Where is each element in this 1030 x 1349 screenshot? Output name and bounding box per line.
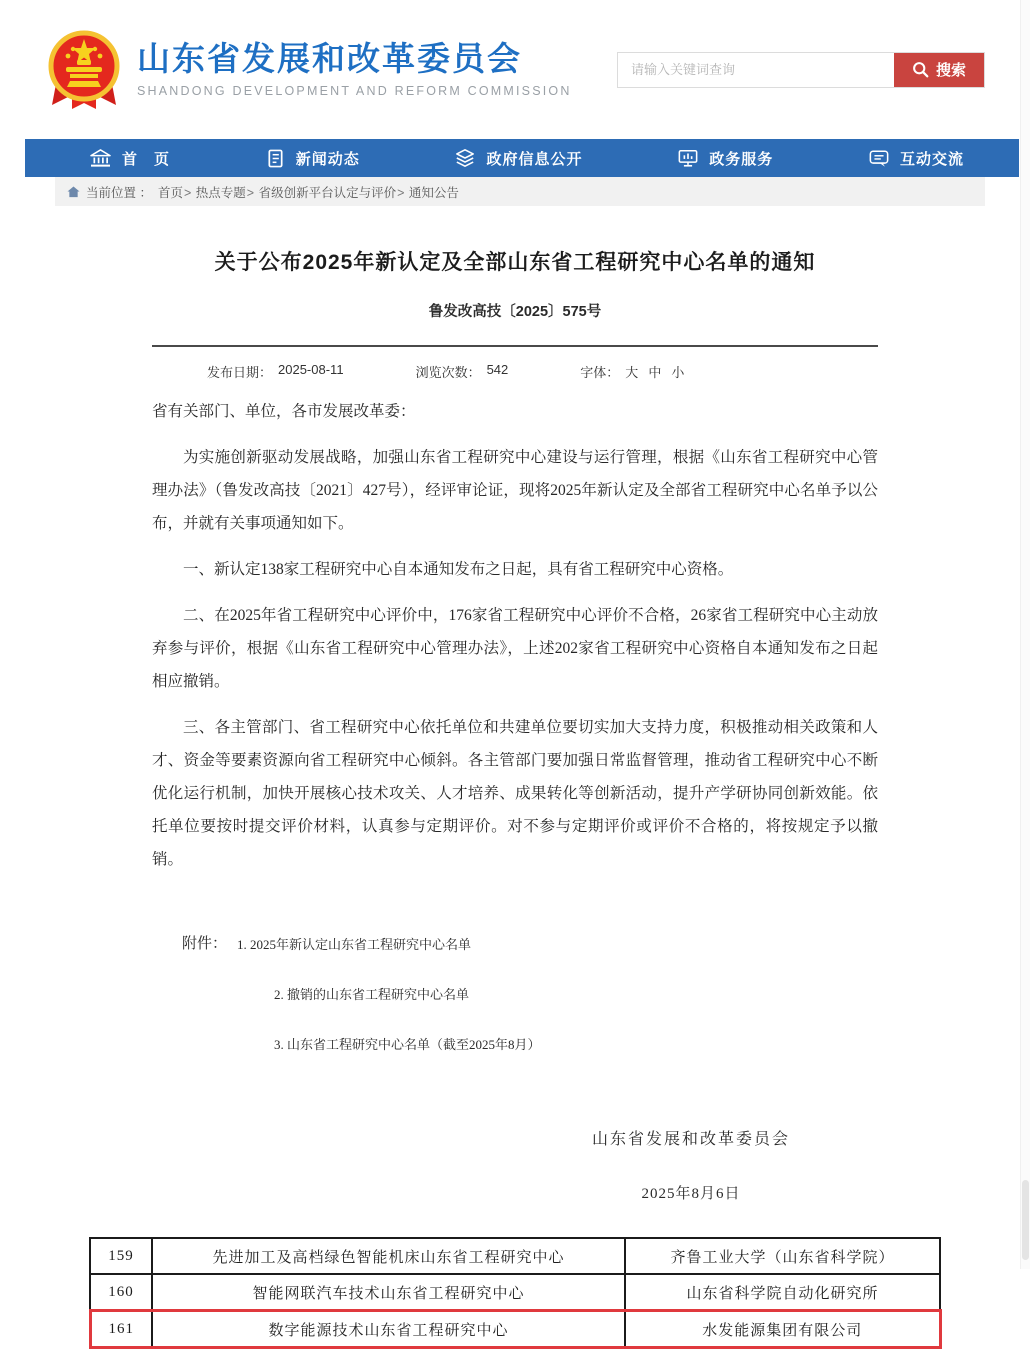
- main-nav: [25, 139, 1019, 177]
- row-number: 161: [90, 1311, 152, 1348]
- nav-item-home[interactable]: [90, 148, 170, 169]
- home-icon: [90, 149, 111, 168]
- nav-item-label: 政府信息公开: [486, 150, 583, 168]
- document-paragraph: 一、新认定138家工程研究中心自本通知发布之日起，具有省工程研究中心资格。: [183, 561, 734, 578]
- document-meta: [152, 362, 878, 381]
- center-name: 数字能源技术山东省工程研究中心: [152, 1311, 625, 1348]
- search-button-label: 搜索: [935, 62, 966, 79]
- document-salutation: 省有关部门、单位，各市发展改革委：: [152, 403, 416, 420]
- search-icon: [912, 61, 929, 78]
- publish-date-label: 发布日期：: [207, 365, 273, 380]
- view-count-value: 542: [486, 362, 509, 377]
- publish-date-value: 2025-08-11: [278, 362, 344, 377]
- signature-organization: 山东省发展和改革委员会: [591, 1131, 790, 1148]
- document-body: [152, 395, 878, 1211]
- breadcrumb-item[interactable]: 省级创新平台认定与评价: [258, 185, 397, 200]
- nav-item-label: 首 页: [122, 150, 171, 168]
- scrollbar-track[interactable]: [1020, 0, 1030, 1269]
- site-subtitle: SHANDONG DEVELOPMENT AND REFORM COMMISSION: [137, 84, 572, 99]
- info-disclosure-icon: [455, 148, 475, 168]
- search-button[interactable]: [894, 53, 984, 87]
- attachment-link[interactable]: 1. 2025年新认定山东省工程研究中心名单: [237, 937, 472, 952]
- document-paragraph: 为实施创新驱动发展战略，加强山东省工程研究中心建设与运行管理，根据《山东省工程研究中心管理办法》（鲁发改高技〔2021〕427号），经评审论证，现将2025年新认定及全部省工程研究中心名单予以公布，并就有关事项通知如下。: [152, 449, 878, 532]
- brand-text: [137, 41, 572, 98]
- news-icon: [266, 149, 285, 168]
- document-paragraph: 二、在2025年省工程研究中心评价中，176家省工程研究中心评价不合格，26家省工程研究中心主动放弃参与评价，根据《山东省工程研究中心管理办法》，上述202家省工程研究中心资格自本通知发布之日起相应撤销。: [152, 607, 878, 690]
- site-brand[interactable]: [46, 29, 572, 111]
- attachments-label: 附件：: [182, 936, 228, 952]
- breadcrumb-item[interactable]: 首页: [157, 185, 183, 200]
- nav-item-gov-services[interactable]: [678, 148, 773, 169]
- row-number: 159: [90, 1238, 152, 1274]
- document-title: 关于公布2025年新认定及全部山东省工程研究中心名单的通知: [214, 251, 816, 274]
- attachments-section: [152, 928, 878, 1061]
- table-row: [90, 1311, 940, 1348]
- table-row: [90, 1274, 940, 1311]
- nav-item-label: 互动交流: [899, 150, 964, 168]
- site-header: [0, 0, 1030, 139]
- view-count-label: 浏览次数：: [415, 365, 481, 380]
- nav-item-label: 政务服务: [709, 150, 774, 168]
- font-size-large[interactable]: 大: [625, 365, 639, 380]
- site-title: 山东省发展和改革委员会: [137, 39, 522, 77]
- center-name: 先进加工及高档绿色智能机床山东省工程研究中心: [152, 1238, 625, 1274]
- breadcrumb-separator: >: [184, 185, 195, 200]
- attachment-link[interactable]: 3. 山东省工程研究中心名单（截至2025年8月）: [274, 1037, 541, 1052]
- breadcrumb: [55, 177, 985, 206]
- nav-item-label: 新闻动态: [295, 150, 360, 168]
- nav-item-info-disclosure[interactable]: [455, 148, 582, 169]
- organization-name: 水发能源集团有限公司: [625, 1311, 940, 1348]
- national-emblem-logo: [46, 29, 122, 111]
- gov-services-icon: [678, 149, 698, 168]
- scrollbar-thumb[interactable]: [1022, 1180, 1029, 1260]
- attachment-link[interactable]: 2. 撤销的山东省工程研究中心名单: [274, 987, 470, 1002]
- nav-item-interaction[interactable]: [869, 148, 964, 169]
- font-size-small[interactable]: 小: [671, 365, 685, 380]
- breadcrumb-home-icon: [67, 186, 80, 198]
- title-divider: [152, 345, 878, 347]
- organization-name: 齐鲁工业大学（山东省科学院）: [625, 1238, 940, 1274]
- font-size-options: [625, 362, 684, 381]
- font-size-medium[interactable]: 中: [648, 365, 662, 380]
- search-bar: [617, 52, 985, 88]
- breadcrumb-label: 当前位置 ：: [86, 185, 152, 200]
- breadcrumb-item[interactable]: 通知公告: [408, 185, 459, 200]
- breadcrumb-item[interactable]: 热点专题: [195, 185, 246, 200]
- centers-table: [89, 1237, 942, 1349]
- nav-item-news[interactable]: [266, 148, 360, 169]
- font-size-label: 字体：: [580, 365, 620, 380]
- organization-name: 山东省科学院自动化研究所: [625, 1274, 940, 1311]
- signature-block: [592, 1123, 790, 1211]
- document-paragraphs: [152, 441, 878, 876]
- signature-date: 2025年8月6日: [641, 1186, 741, 1202]
- document-paragraph: 三、各主管部门、省工程研究中心依托单位和共建单位要切实加大支持力度，积极推动相关政策和人才、资金等要素资源向省工程研究中心倾斜。各主管部门要加强日常监督管理，推动省工程研究中心不断优化运行机制，加快开展核心技术攻关、人才培养、成果转化等创新活动，提升产学研协同创新效能。依托单位要按时提交评价材料，认真参与定期评价。对不参与定期评价或评价不合格的，将按规定予以撤销。: [152, 719, 878, 868]
- document-area: [152, 246, 878, 1211]
- interaction-icon: [869, 149, 889, 168]
- view-count: [416, 362, 509, 381]
- publish-date: [207, 362, 344, 381]
- centers-table-body: [90, 1238, 940, 1348]
- breadcrumb-separator: >: [246, 185, 258, 200]
- breadcrumb-trail: [158, 183, 459, 201]
- document-number: 鲁发改高技〔2025〕575号: [428, 304, 602, 320]
- row-number: 160: [90, 1274, 152, 1311]
- center-name: 智能网联汽车技术山东省工程研究中心: [152, 1274, 625, 1311]
- breadcrumb-separator: >: [397, 185, 408, 200]
- font-size-switcher: [580, 362, 684, 381]
- search-input[interactable]: [618, 53, 894, 87]
- attachments-list: [227, 928, 541, 1061]
